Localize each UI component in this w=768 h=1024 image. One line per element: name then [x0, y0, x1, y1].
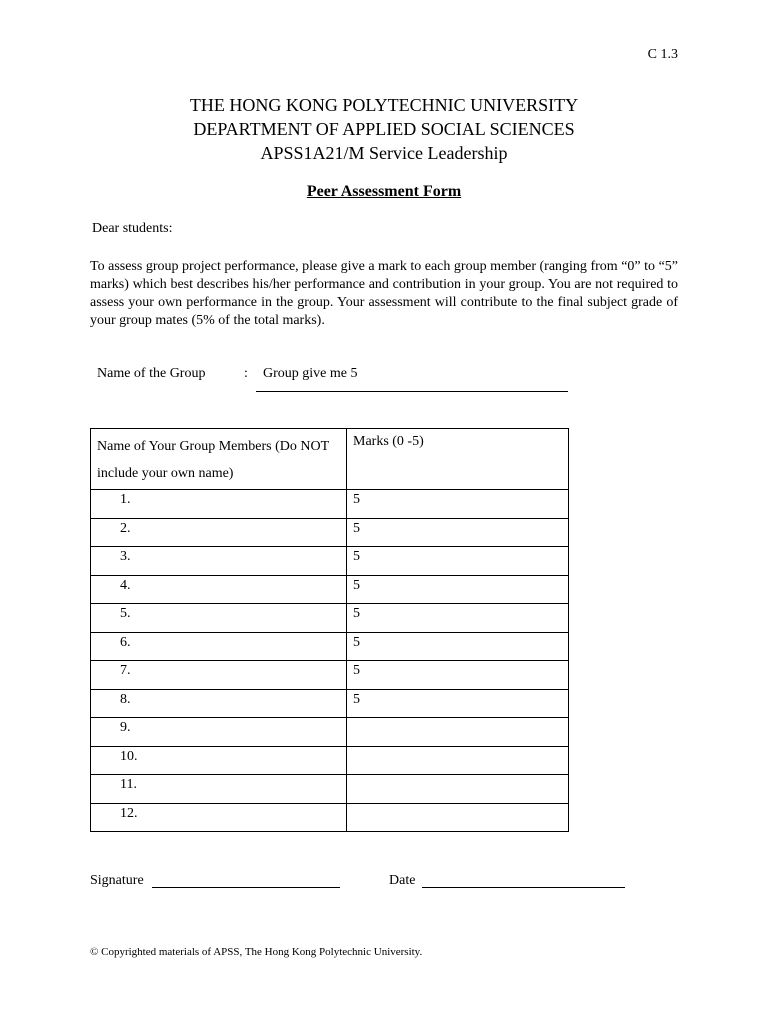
signature-label: Signature	[90, 873, 144, 888]
form-title: Peer Assessment Form	[306, 183, 462, 200]
member-mark-cell[interactable]: 5	[347, 490, 569, 519]
table-row	[91, 718, 569, 747]
group-name-underline	[256, 391, 568, 392]
table-row	[91, 746, 569, 775]
member-name-cell[interactable]: 1.	[91, 490, 347, 519]
group-name-label: Name of the Group	[97, 366, 206, 381]
member-name-cell[interactable]: 3.	[91, 547, 347, 576]
member-mark-cell[interactable]	[347, 746, 569, 775]
member-mark-cell[interactable]: 5	[347, 575, 569, 604]
member-mark-cell[interactable]: 5	[347, 689, 569, 718]
table-row	[91, 547, 569, 576]
member-mark-cell[interactable]	[347, 718, 569, 747]
marks-column-header: Marks (0 -5)	[347, 429, 569, 490]
members-column-header: Name of Your Group Members (Do NOT include your own name)	[91, 429, 347, 490]
university-name: THE HONG KONG POLYTECHNIC UNIVERSITY	[189, 95, 579, 115]
table-row	[91, 661, 569, 690]
document-code: C 1.3	[647, 47, 678, 62]
member-mark-cell[interactable]: 5	[347, 547, 569, 576]
member-mark-cell[interactable]: 5	[347, 518, 569, 547]
table-row	[91, 575, 569, 604]
table-row	[91, 518, 569, 547]
table-row	[91, 632, 569, 661]
member-name-cell[interactable]: 2.	[91, 518, 347, 547]
member-name-cell[interactable]: 7.	[91, 661, 347, 690]
member-name-cell[interactable]: 6.	[91, 632, 347, 661]
table-row	[91, 689, 569, 718]
table-row	[91, 803, 569, 832]
greeting: Dear students:	[92, 221, 173, 236]
members-table	[90, 428, 569, 832]
table-row	[91, 490, 569, 519]
department-name: DEPARTMENT OF APPLIED SOCIAL SCIENCES	[193, 119, 575, 139]
member-name-cell[interactable]: 10.	[91, 746, 347, 775]
date-label: Date	[389, 873, 416, 888]
table-header-row	[91, 429, 569, 490]
date-field[interactable]	[422, 887, 625, 888]
course-title: APSS1A21/M Service Leadership	[260, 143, 508, 163]
member-name-cell[interactable]: 5.	[91, 604, 347, 633]
member-mark-cell[interactable]	[347, 775, 569, 804]
member-name-cell[interactable]: 8.	[91, 689, 347, 718]
member-name-cell[interactable]: 4.	[91, 575, 347, 604]
member-name-cell[interactable]: 12.	[91, 803, 347, 832]
table-row	[91, 604, 569, 633]
member-mark-cell[interactable]	[347, 803, 569, 832]
group-name-field[interactable]: Group give me 5	[263, 366, 358, 381]
member-mark-cell[interactable]: 5	[347, 604, 569, 633]
table-row	[91, 775, 569, 804]
copyright-notice: © Copyrighted materials of APSS, The Hong Kong Polytechnic University.	[90, 946, 423, 958]
member-mark-cell[interactable]: 5	[347, 661, 569, 690]
signature-field[interactable]	[152, 887, 340, 888]
instructions-paragraph: To assess group project performance, please give a mark to each group member (ranging from “0” to “5” marks) which best describes his/her performance and contribution in your group. You are not required to assess your own performance in the group. Your assessment will contribute to the final subject grade of your group mates (5% of the total marks).	[90, 259, 678, 328]
member-name-cell[interactable]: 11.	[91, 775, 347, 804]
group-name-colon: :	[244, 366, 248, 381]
member-mark-cell[interactable]: 5	[347, 632, 569, 661]
member-name-cell[interactable]: 9.	[91, 718, 347, 747]
